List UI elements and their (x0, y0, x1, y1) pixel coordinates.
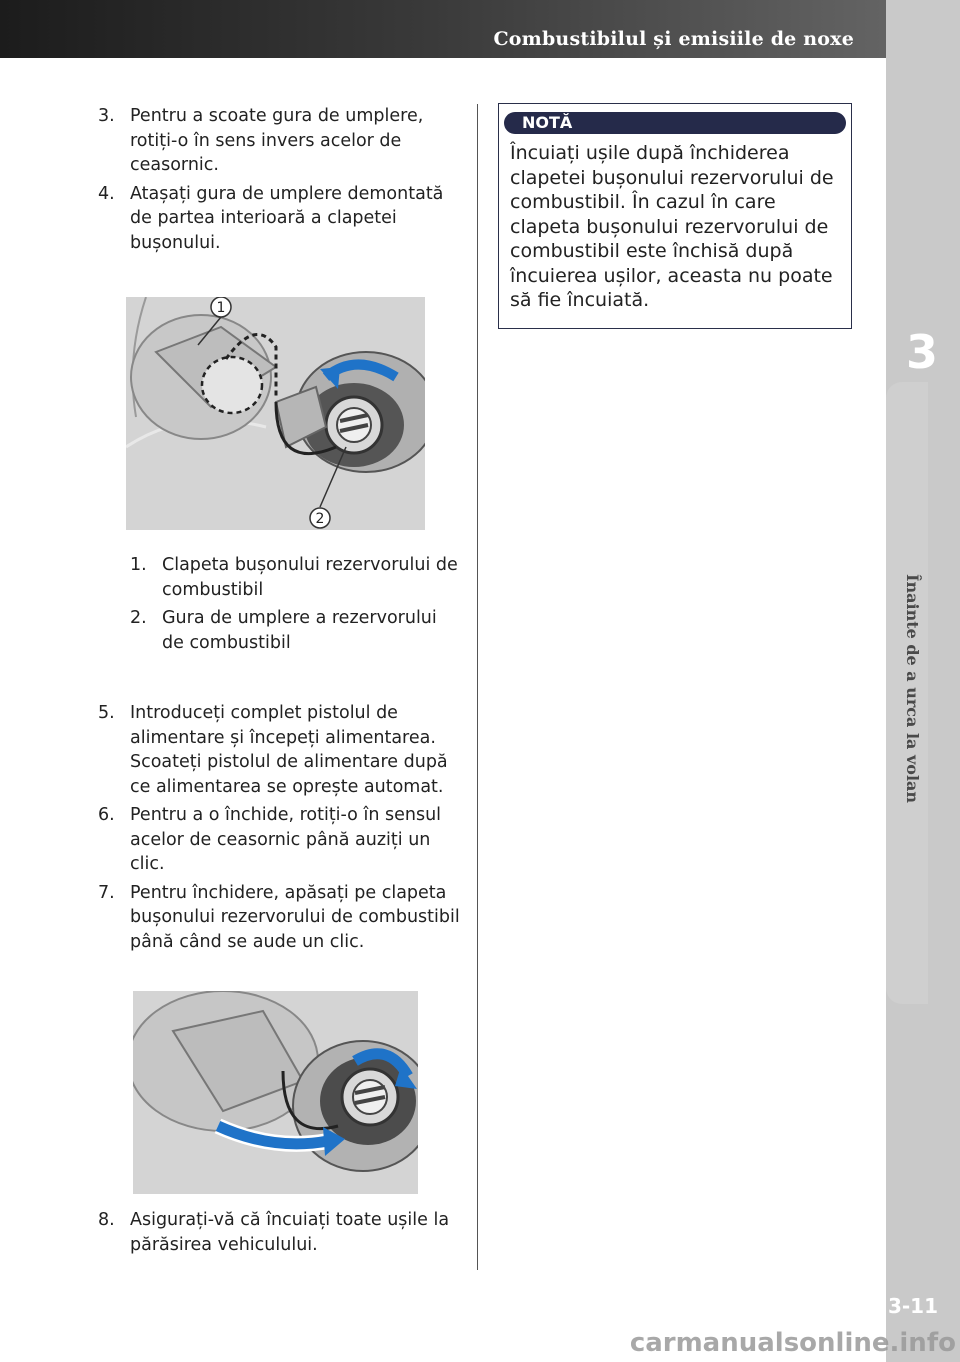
page-number: 3-11 (887, 1294, 938, 1318)
note-title: NOTĂ (522, 113, 573, 132)
step-item (98, 701, 462, 799)
step-text: Atașați gura de umplere demontată de partea interioară a clapetei bușonului. (130, 183, 444, 253)
step-item (98, 1208, 462, 1257)
fuel-cap-illustration (126, 297, 425, 530)
fuel-cap-figure-open (126, 297, 425, 530)
step-item (98, 803, 462, 877)
step-number: 6. (98, 805, 115, 825)
step-number: 3. (98, 106, 115, 126)
steps-group-a (98, 104, 460, 259)
callout-2: 2 (315, 511, 325, 527)
step-item (98, 104, 460, 178)
page-header (0, 0, 960, 58)
step-number: 7. (98, 882, 115, 903)
fuel-cap-close-illustration (133, 991, 418, 1194)
steps-group-b (98, 701, 462, 958)
step-text: Asigurați-vă că încuiați toate ușile la părăsirea vehiculului. (130, 1210, 450, 1255)
step-text: Pentru a scoate gura de umplere, rotiți-o în sens invers acelor de ceasornic. (130, 106, 424, 175)
step-item (98, 182, 460, 256)
step-number: 4. (98, 183, 115, 204)
chapter-title: Combustibilul și emisiile de noxe (493, 28, 854, 50)
note-text: Încuiați ușile după închiderea clapetei bușonului rezervorului de combustibil. În cazul în care clapeta bușonului rezervorului de combustibil este închisă după încuierea ușilor, aceasta nu poate să fie încuiată. (510, 142, 834, 311)
legend-text: Clapeta bușonului rezervorului de combustibil (162, 555, 458, 600)
fuel-cap-figure-close (133, 991, 418, 1194)
step-number: 8. (98, 1210, 115, 1230)
column-divider (477, 104, 478, 1270)
legend-number: 1. (130, 555, 147, 575)
note-box (498, 103, 852, 329)
step-number: 5. (98, 703, 115, 723)
step-text: Pentru a o închide, rotiți-o în sensul acelor de ceasornic până auziți un clic. (130, 805, 442, 874)
steps-group-c (98, 1208, 462, 1261)
legend-text: Gura de umplere a rezervorului de combustibil (162, 608, 437, 653)
note-header (504, 112, 846, 134)
figure-legend (130, 553, 460, 659)
step-text: Introduceți complet pistolul de alimentare și începeți alimentarea. Scoateți pistolul de alimentare după ce alimentarea se oprește automat. (130, 703, 448, 797)
step-text: Pentru închidere, apăsați pe clapeta bușonului rezervorului de combustibil până când se aude un clic. (130, 882, 460, 952)
step-item (98, 881, 462, 955)
section-label: Înainte de a urca la volan (903, 574, 922, 804)
chapter-number: 3 (905, 325, 938, 379)
legend-item (130, 606, 460, 655)
callout-1: 1 (216, 300, 226, 316)
legend-number: 2. (130, 608, 147, 628)
legend-item (130, 553, 460, 602)
watermark-text: carmanualsonline.info (629, 1328, 956, 1358)
